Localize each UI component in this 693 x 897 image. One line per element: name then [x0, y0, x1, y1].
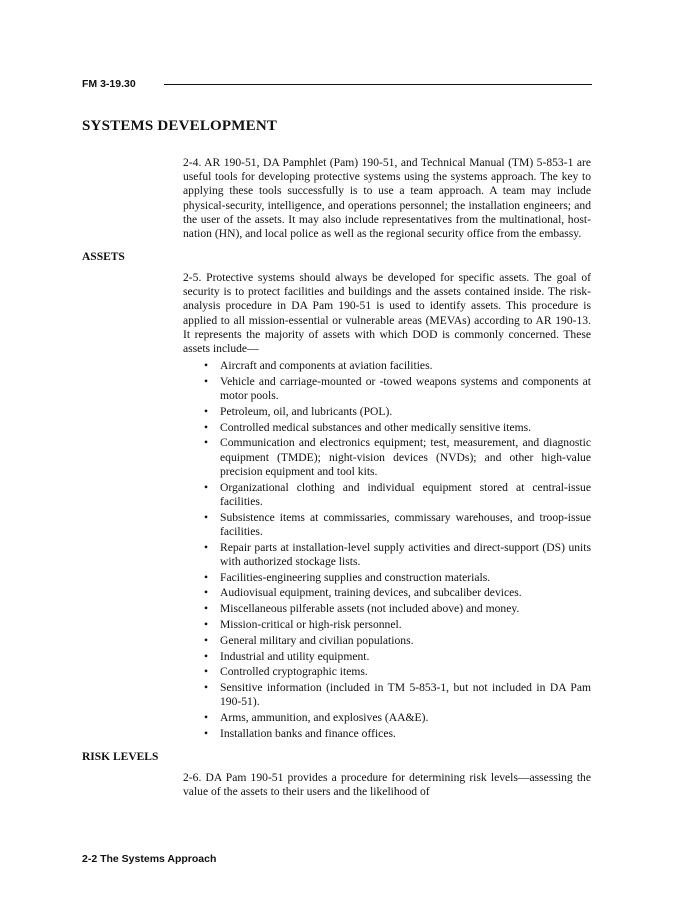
list-item: • Repair parts at installation-level supply activities and direct-support (DS) units with authorized stockage lists.: [183, 541, 591, 569]
list-item: • Subsistence items at commissaries, commissary warehouses, and troop-issue facilities.: [183, 511, 591, 539]
section-title-risk-levels: RISK LEVELS: [82, 751, 159, 763]
paragraph-2-6: 2-6. DA Pam 190-51 provides a procedure for determining risk levels—assessing the value of the assets to their users and the likelihood of: [183, 771, 591, 799]
list-item: • Petroleum, oil, and lubricants (POL).: [183, 405, 591, 419]
section-title-systems-development: SYSTEMS DEVELOPMENT: [82, 118, 278, 134]
assets-list: [183, 359, 591, 743]
list-item: • Installation banks and finance offices.: [183, 727, 591, 741]
list-item: • Audiovisual equipment, training devices, and subcaliber devices.: [183, 586, 591, 600]
list-item: • Facilities-engineering supplies and construction materials.: [183, 571, 591, 585]
list-item: • Communication and electronics equipment; test, measurement, and diagnostic equipment (TMDE); night-vision devices (NVDs); and other high-value precision equipment and tool kits.: [183, 436, 591, 479]
running-header: [82, 78, 592, 94]
page-footer: 2-2 The Systems Approach: [82, 853, 217, 865]
list-item: • Aircraft and components at aviation facilities.: [183, 359, 591, 373]
list-item: • Mission-critical or high-risk personnel.: [183, 618, 591, 632]
list-item: • Vehicle and carriage-mounted or -towed weapons systems and components at motor pools.: [183, 375, 591, 403]
list-item: • Miscellaneous pilferable assets (not included above) and money.: [183, 602, 591, 616]
list-item: • Industrial and utility equipment.: [183, 650, 591, 664]
list-item: • Controlled cryptographic items.: [183, 665, 591, 679]
paragraph-2-5: 2-5. Protective systems should always be developed for specific assets. The goal of security is to protect facilities and buildings and the assets contained inside. The risk-analysis procedure in DA Pam 190-51 is used to identify assets. This procedure is applied to all mission-essential or vulnerable areas (MEVAs) according to AR 190-13. It represents the majority of assets with which DOD is commonly concerned. These assets include—: [183, 271, 591, 356]
manual-code: FM 3-19.30: [82, 78, 136, 90]
paragraph-2-4: 2-4. AR 190-51, DA Pamphlet (Pam) 190-51, and Technical Manual (TM) 5-853-1 are useful tools for developing protective systems using the systems approach. The key to applying these tools successfully is to use a team approach. A team may include physical-security, intelligence, and operations personnel; the installation engineers; and the user of the assets. It may also include representatives from the multinational, host-nation (HN), and local police as well as the regional security office from the embassy.: [183, 156, 591, 241]
list-item: • Arms, ammunition, and explosives (AA&E).: [183, 711, 591, 725]
list-item: • Sensitive information (included in TM 5-853-1, but not included in DA Pam 190-51).: [183, 681, 591, 709]
section-title-assets: ASSETS: [82, 251, 125, 263]
list-item: • Organizational clothing and individual equipment stored at central-issue facilities.: [183, 481, 591, 509]
header-rule: [164, 84, 592, 85]
list-item: • General military and civilian populations.: [183, 634, 591, 648]
list-item: • Controlled medical substances and other medically sensitive items.: [183, 421, 591, 435]
